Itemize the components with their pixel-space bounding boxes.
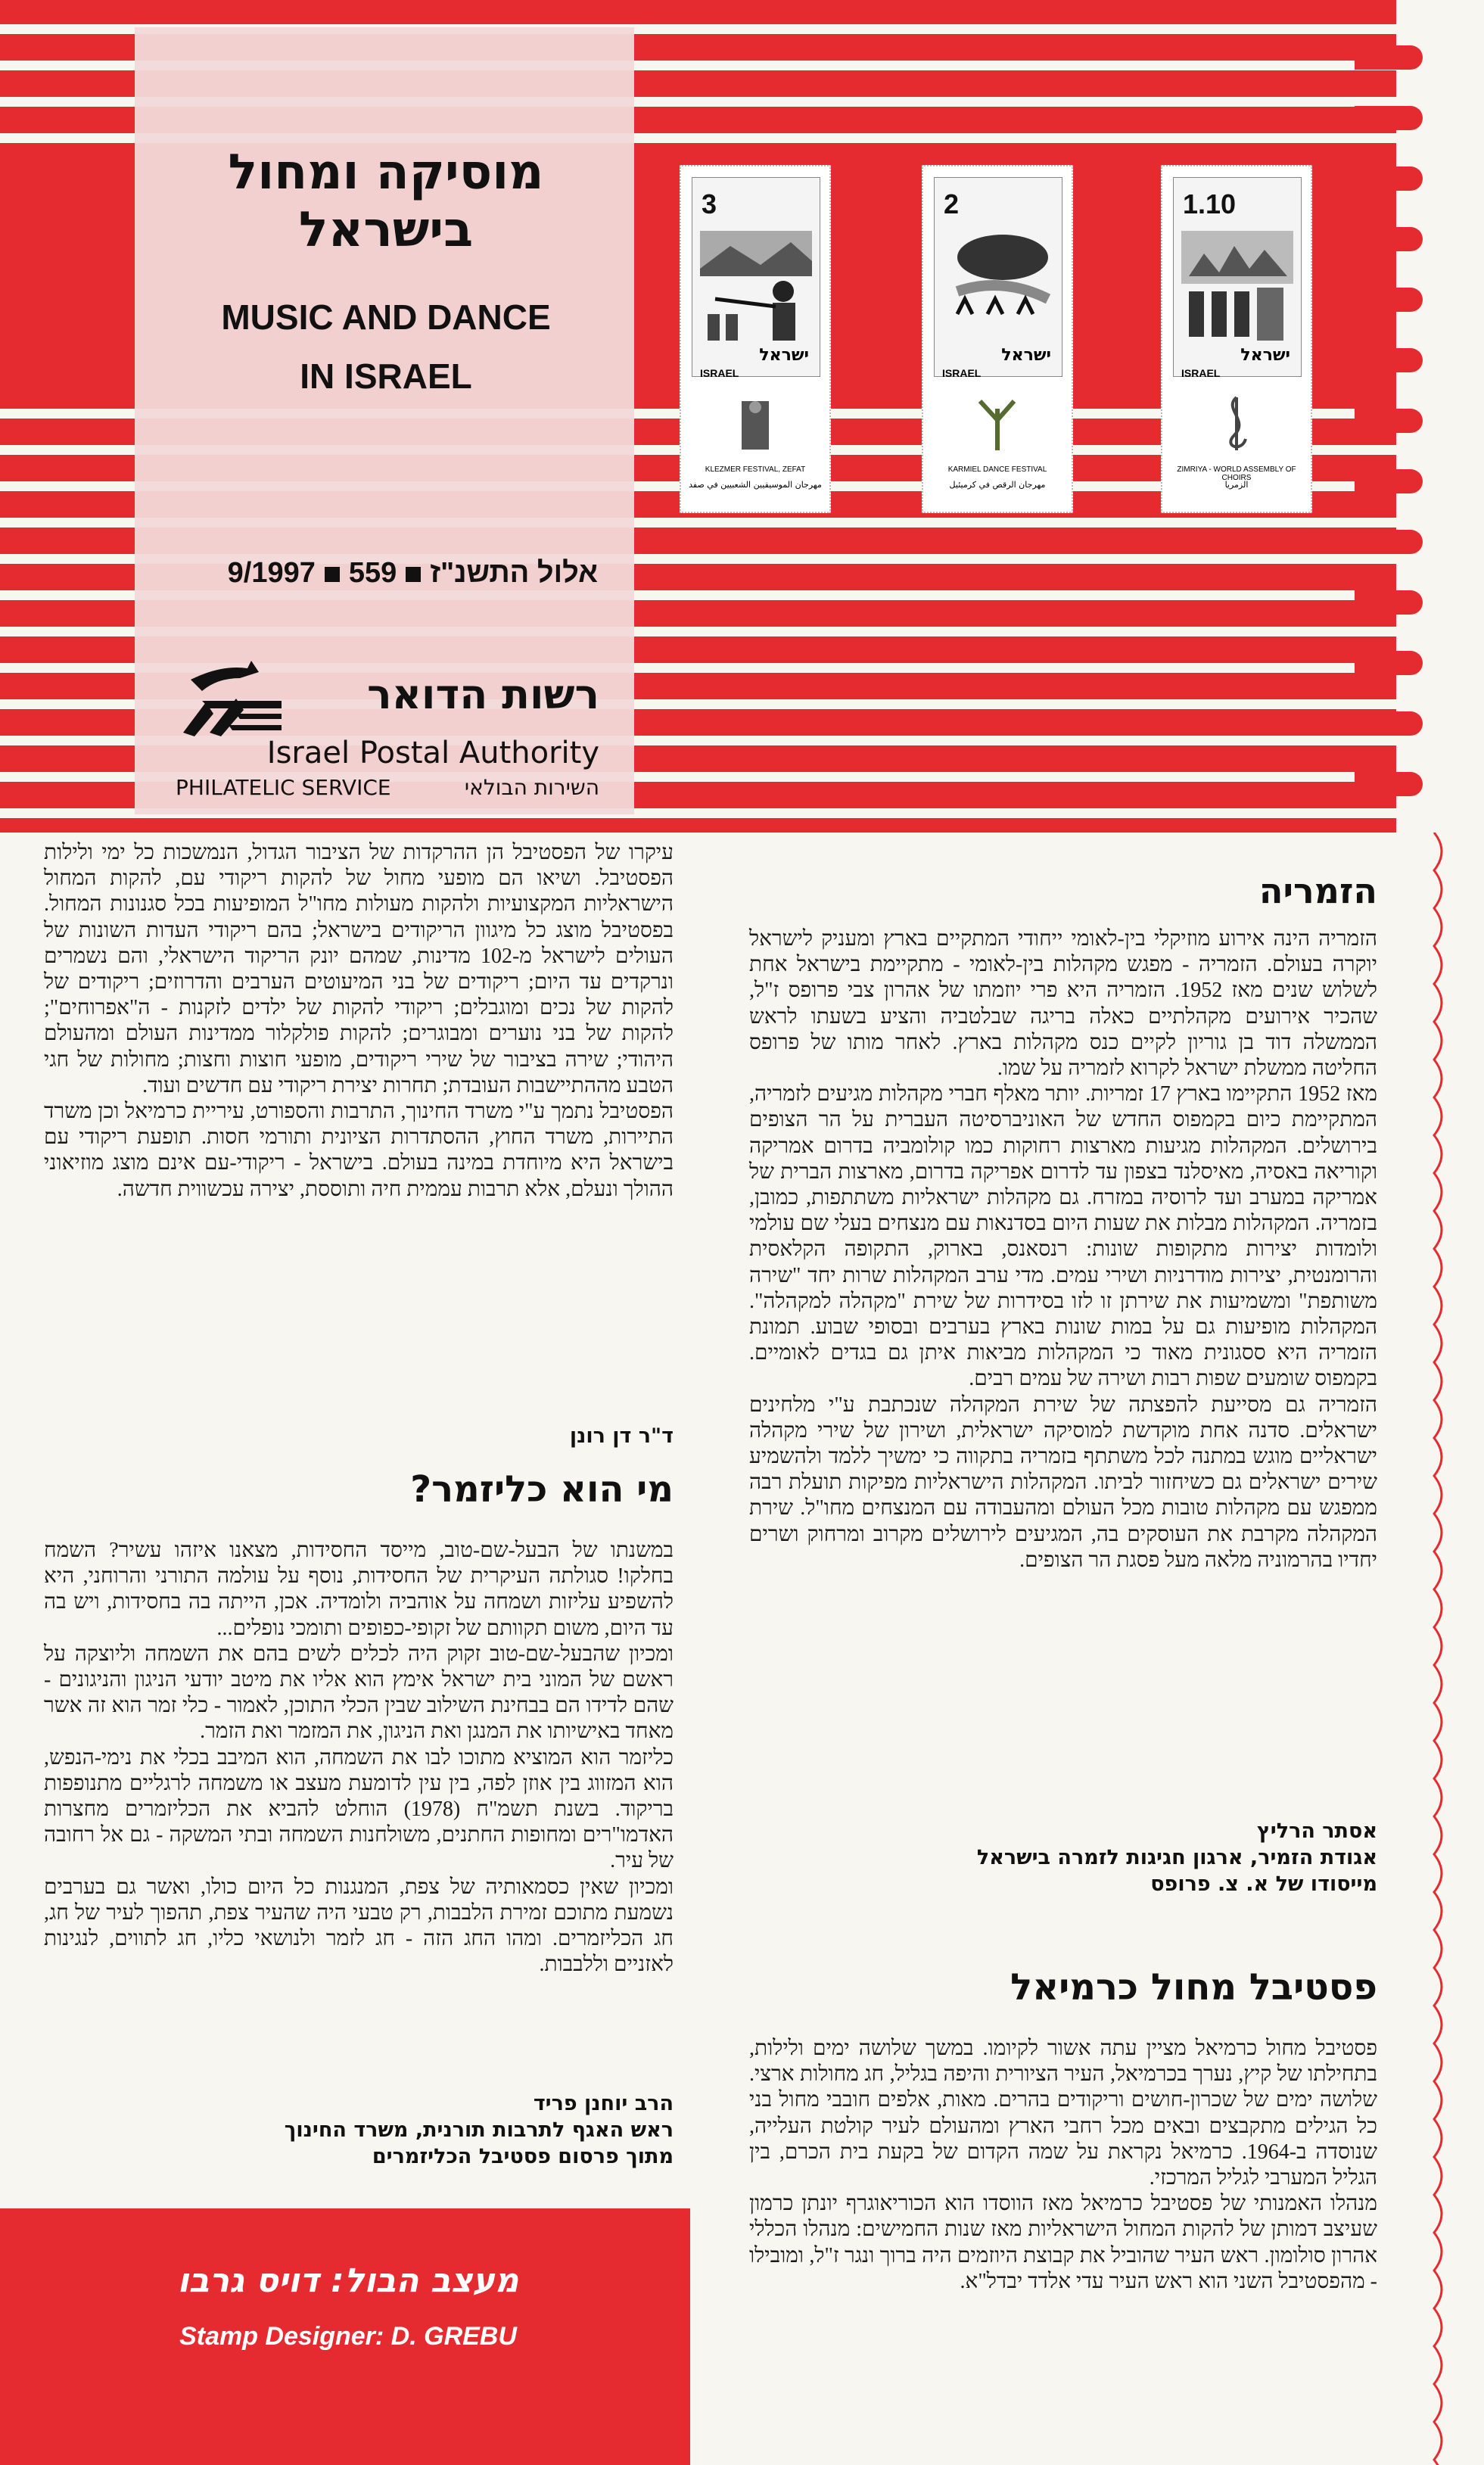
issue-hebrew-date: אלול התשנ"ז	[430, 557, 598, 589]
karmiel-body	[749, 2036, 1377, 2295]
klezmer-body	[44, 1538, 674, 1978]
tab	[1355, 167, 1423, 191]
stamp-country-hebrew: ישראל	[1240, 346, 1290, 365]
issue-date: 9/1997	[227, 557, 316, 589]
stamp-image	[692, 177, 820, 377]
tab	[1355, 590, 1423, 615]
zimriya-paragraph: מאז 1952 התקיימו בארץ 17 זמריות. יותר מאלף חברי מקהלות מגיעים לזמריה, המתקיימת כיום בקמפוס החדש של האוניברסיטה העברית על הר הצופים בירושלים. המקהלות מגיעות מארצות רחוקות כמו קולומביה בדרום אמריקה וקוריאה באסיה, מאיסלנד בצפון עד לדרום אפריקה בדרום, מארצות הברית של אמריקה במערב ועד לרוסיה במזרח. גם מקהלות ישראליות משתתפות, כמובן, בזמריה. המקהלות מבלות את שעות היום בסדנאות עם מנצחים בעלי שם עולמי ולומדות יצירות מתקופות שונות: רנסאנס, בארוק, התקופה הקלאסית והרומנטית, יצירות מודרניות ושירי עמים. מדי ערב המקהלות שרות יחד "שירה משותפת" ומשמיעות את שירתן זו לזו בסידרות של שירת "מקהלה למקהלה". המקהלות מופיעות גם על במות שונות בארץ בערבים ובסופי שבוע. תמונת הזמריה היא ססגונית מאוד כי המקהלות מביאות איתן גם בגדים לאומיים. בקמפוס שומעים שפות רבות ושירה של עמים רבים.	[749, 1082, 1378, 1391]
tab	[1355, 409, 1423, 433]
postal-authority-logo-icon	[176, 657, 289, 740]
signature-title: ראש האגף לתרבות תורנית, משרד החינוך	[284, 2118, 674, 2142]
title-hebrew-line1: מוסיקה ומחול	[228, 145, 544, 201]
signature-name: אסתר הרליץ	[1256, 1819, 1377, 1843]
issue-number: 559	[348, 557, 397, 589]
dancers-illustration-icon	[942, 231, 1054, 344]
tab	[1355, 530, 1423, 554]
klezmer-signature	[44, 2090, 674, 2170]
klezmer-illustration-icon	[700, 231, 812, 344]
klezmer-paragraph: כליזמר הוא המוציא מתוכו לבו את השמחה, הוא המיבב בכלי את נימי-הנפש, הוא המזווג בין אוזן לפה, בין עין לדומעת מעצב או משמחה לרגליים מתנופפות בריקוד. בשנת תשמ"ח (1978) הוחלט להביא את הכליזמרים מחצרות האדמו"רים ומחופות החתנים, משולחנות השמחה ובתי המשקה - גם אל רחובה של עיר.	[44, 1745, 674, 1873]
designer-english: Stamp Designer: D. GREBU	[179, 2322, 517, 2351]
stamp-image	[1173, 177, 1302, 377]
stamp-value: 2	[944, 188, 960, 219]
zimriya-paragraph: הזמריה הינה אירוע מוזיקלי בין-לאומי ייחודי המתקיים בארץ ומעניק לישראל יוקרה בעולם. הזמריה - מפגש מקהלות בין-לאומי - מתקיימת בישראל אחת לשלוש שנים מאז 1952. הזמריה היא פרי יוזמתו של אהרון צבי פרופס ז"ל, שהכיר אירועים מקהלתיים כאלה בריגה שבלטביה והציע בשעתו לראש הממשלה דוד בן גוריון לקיים כנס מקהלות בארץ. לאחר מותו של פרופס החליטה ממשלת ישראל לקרוא לזמריה על שמו.	[749, 927, 1377, 1081]
stamp-tab-english: KARMIEL DANCE FESTIVAL	[947, 465, 1047, 474]
stamp-tab-arabic: مهرجان الرقص في كرميئيل	[949, 480, 1046, 490]
tab	[1355, 711, 1423, 736]
klezmer-paragraph: במשנתו של הבעל-שם-טוב, מייסד החסידות, מצאנו איזהו עשיר? השמח בחלקו! סגולתה העיקרית של החסידות, נוסף על עולמה התורני והרוחני, היא להשפיע עליזות ושמחה על אוהביה ולומדיה. אכן, הייתה בה בחסידות, ויש בה עד היום, משום תקוותם של זקופי-כפופים ותומכי נופלים...	[44, 1539, 674, 1640]
signature-title: אגודת הזמיר, ארגון חגיגות לזמרה בישראל	[976, 1846, 1377, 1869]
karmiel-paragraph: מנהלו האמנותי של פסטיבל כרמיאל מאז הווסדו הוא הכוריאוגרף יונתן כרמון שעיצב דמותן של להקות המחול הישראליות מאז שנות החמישים: מנהלו הכללי אהרון סולומון. ראש העיר שהוביל את קבוצת היוזמים היה ברוך ונגר ז"ל, ומובילו - מהפסטיבל השני הוא ראש העיר עדי אלדד יבדל"א.	[749, 2192, 1377, 2293]
zimriya-paragraph: הזמריה גם מסייעת להפצתה של שירת המקהלה שנכתבת ע"י מלחינים ישראלים. סדנה אחת מוקדשת למוסיקה ישראלית, ושירון של שירי מקהלה ישראליים מוגש במתנה לכל משתתף בזמריה בתקווה כי ימשיך ללמד ולהשמיע שירים ישראלים גם כשיחזור לביתו. המקהלות הישראליות מפיקות תועלת רבה ממפגש עם מקהלות טובות מכל העולם ומהעבודה עם המנצחים מחו"ל. שירת המקהלה מקרבת את העוסקים בה, המגיעים לירושלים מקרוב ומרחוק ושרים יחדיו בהרמוניה מלאה מעל פסגת הר הצופים.	[749, 1393, 1377, 1572]
tab	[1355, 45, 1423, 70]
tab	[1355, 227, 1423, 251]
signature-title: מייסודו של א. צ. פרופס	[1150, 1872, 1377, 1896]
philatelic-service	[176, 775, 599, 800]
square-bullet-icon	[325, 567, 340, 582]
logo-english: Israel Postal Authority	[266, 736, 599, 770]
stamp-country-hebrew: ישראל	[759, 346, 809, 365]
zimriya-body	[749, 926, 1377, 1573]
tab	[1355, 469, 1423, 493]
festival-paragraph: עיקרו של הפסטיבל הן ההרקדות של הציבור הגדול, הנמשכות כל ימי ולילות הפסטיבל. ושיאו הם מופעי מחול של להקות ריקודי עם, להקות המחול הישראליות המקצועיות ולהקות מעולות מחו"ל המופיעות בכל סגנונות המחול. בפסטיבל מוצג כל מיגוון הריקודים בישראל; בהם ריקודי העדות השונות של העולים לישראל מ-102 מדינות, שמהם יונק הריקוד הישראלי, והם נשמרים ונרקדים עד היום; ריקודים של בני המיעוטים הערבים והדרוזים; ריקודים של להקות של נכים ומוגבלים; ריקודי להקות של ילדים לזקנות - ה"אפרוחים"; להקות של בני נוערים ומבוגרים; להקות פולקלור ממדינות העולם ומהעולם היהודי; שירה בציבור של שירי ריקודים, מופעי חוצות וחצות; מחולות של חגי הטבע מההתיישבות העובדת; תחרות יצירת ריקודי עם חדשים ועוד.	[44, 841, 674, 1097]
stamp-country-english: ISRAEL	[700, 367, 739, 379]
tab	[1355, 288, 1423, 312]
festival-paragraph: הפסטיבל נתמך ע"י משרד החינוך, התרבות והספורט, עיריית כרמיאל וכן משרד התיירות, משרד החוץ, ההסתדרות הציונית ותורמי חסות. תופעת ריקודי עם בישראל היא מיוחדת במינה בעולם. בישראל - ריקודי-עם אינם מוצג מוזיאוני ההולך ונעלם, אלא תרבות עממית חיה ותוססת, יצירה עכשווית חדשה.	[44, 1100, 674, 1201]
klezmer-heading: מי הוא כליזמר?	[410, 1468, 674, 1511]
stamp-value: 3	[702, 188, 717, 219]
stamp-tab-english: ZIMRIYA - WORLD ASSEMBLY OF CHOIRS	[1177, 465, 1296, 482]
karmiel-paragraph: פסטיבל מחול כרמיאל מציין עתה אשור לקיומו. במשך שלושה ימים ולילות, בתחילתו של קיץ, נערך בכרמיאל, העיר הציורית והיפה בגליל, חג מחולות ארצי. שלושה ימים של שכרון-חושים וריקודים בהרים. מאות, אלפים חובבי מחול בני כל הגילים מתקבצים ובאים מכל רחבי הארץ ומהעולם לעיר קולטת העלייה, שנוסדה ב-1964. כרמיאל נקראת על שמה הקדום של בקעת בית הכרם, בין הגליל המערבי לגליל המרכזי.	[749, 2037, 1377, 2190]
tab	[1355, 348, 1423, 372]
signature-name: הרב יוחנן פריד	[533, 2092, 674, 2115]
klezmer-paragraph: ומכיון שהבעל-שם-טוב זקוק היה לכלים לשים בהם את השמחה וליוצקה על ראשם של המוני בית ישראל אימץ הוא אליו את מיטב יודעי הניגון והניגונים - שהם לדידו הם בבחינת השילוב שבין הכלי התוכן, לאמור - כלי זמר הוא זה אשר מאחד באישיותו את המנגן ואת הניגון, את המזמר ואת הזמר.	[44, 1642, 674, 1744]
klezmer-paragraph: ומכיון שאין כסמאותיה של צפת, המנגנות כל היום כולו, ואשר גם בערבים נשמעת מתוכם זמירת הלבבות, רק טבעי היה שהעיר צפת, תהפוך לעיר של חג, חג הכליזמרים. ומהו החג הזה - חג לזמר ולנושאי כליו, חג לתווים, לנגינות לאזניים וללבבות.	[44, 1875, 674, 1977]
title-hebrew-line2: בישראל	[298, 202, 474, 258]
stamp-country-english: ISRAEL	[1181, 367, 1221, 379]
scalloped-edge	[1419, 833, 1449, 2465]
designer-hebrew: מעצב הבול: דויס גרבו	[177, 2261, 519, 2300]
stamp-tab-arabic: مهرجان الموسيقيين الشعبيين في صفد	[689, 480, 822, 490]
stamp-tab-arabic: الزمريا	[1224, 480, 1249, 490]
stamp-klezmer	[680, 165, 831, 513]
dance-figure-icon	[969, 394, 1026, 454]
festival-body	[44, 840, 674, 1203]
signature-title: מתוך פרסום פסטיבל הכליזמרים	[372, 2145, 674, 2168]
tab	[1355, 651, 1423, 675]
zimriya-signature	[749, 1818, 1377, 1897]
tab	[1355, 106, 1423, 130]
festival-signature: ד"ר דן רונן	[569, 1424, 674, 1448]
zimriya-heading: הזמריה	[1258, 870, 1377, 911]
title-english	[144, 288, 628, 406]
stamp-country-hebrew: ישראל	[1001, 346, 1051, 365]
treble-clef-icon	[1208, 394, 1265, 454]
stamp-image	[934, 177, 1062, 377]
musician-figure-icon	[726, 394, 784, 454]
title-english-line1: MUSIC AND DANCE	[221, 297, 551, 337]
square-bullet-icon	[406, 567, 421, 582]
stamp-country-english: ISRAEL	[942, 367, 982, 379]
choir-illustration-icon	[1181, 231, 1293, 344]
tab	[1355, 772, 1423, 796]
title-english-line2: IN ISRAEL	[300, 356, 472, 396]
stamp-tab-english: KLEZMER FESTIVAL, ZEFAT	[705, 465, 806, 474]
stamp-value: 1.10	[1183, 188, 1237, 219]
logo-hebrew: רשות הדואר	[367, 671, 599, 718]
philatelic-hebrew: השירות הבולאי	[464, 775, 599, 800]
issue-line	[144, 557, 598, 590]
stamp-karmiel	[922, 165, 1073, 513]
stamp-zimriya	[1161, 165, 1312, 513]
philatelic-english: PHILATELIC SERVICE	[176, 775, 391, 800]
karmiel-heading: פסטיבל מחול כרמיאל	[1010, 1966, 1377, 2009]
title-hebrew	[144, 144, 628, 259]
